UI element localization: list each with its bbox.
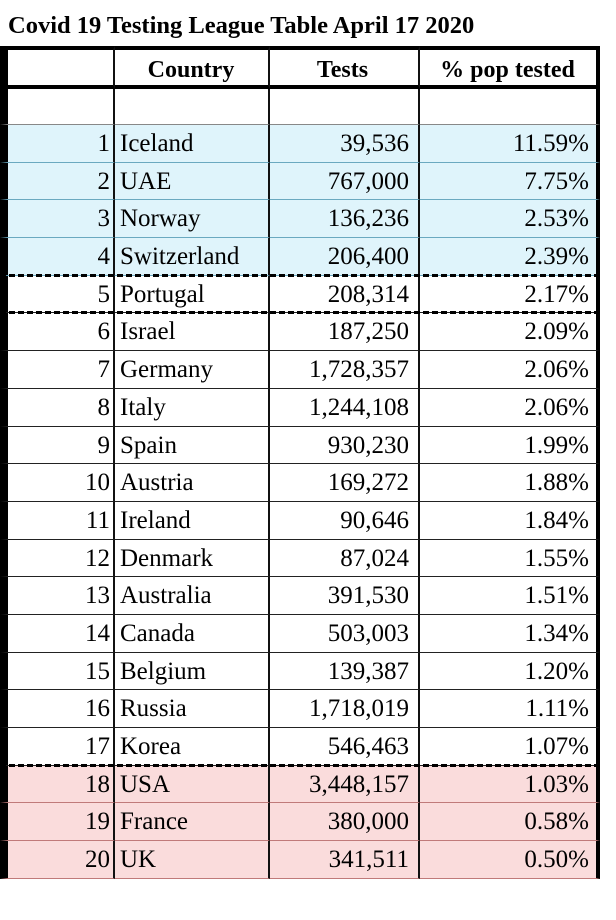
tests-cell: 341,511 xyxy=(270,841,420,879)
country-cell: Denmark xyxy=(115,540,270,578)
table-row xyxy=(0,351,600,389)
table-row xyxy=(0,464,600,502)
rank-cell: 11 xyxy=(0,502,115,540)
country-cell: Belgium xyxy=(115,653,270,691)
table-row xyxy=(0,502,600,540)
header-row xyxy=(0,46,600,89)
tests-cell: 139,387 xyxy=(270,653,420,691)
pct-cell: 1.20% xyxy=(420,653,600,691)
country-cell: Portugal xyxy=(115,276,270,314)
tests-cell: 90,646 xyxy=(270,502,420,540)
rank-cell: 16 xyxy=(0,690,115,728)
country-cell: Ireland xyxy=(115,502,270,540)
table-row xyxy=(0,276,600,314)
tier-divider-top-lower xyxy=(0,311,600,314)
table-row xyxy=(0,728,600,766)
rank-cell: 17 xyxy=(0,728,115,766)
tests-cell: 767,000 xyxy=(270,163,420,201)
country-cell: Russia xyxy=(115,690,270,728)
rank-cell: 5 xyxy=(0,276,115,314)
tests-cell: 1,728,357 xyxy=(270,351,420,389)
country-cell: Australia xyxy=(115,577,270,615)
tests-cell: 1,718,019 xyxy=(270,690,420,728)
table-row xyxy=(0,238,600,276)
pct-cell: 2.09% xyxy=(420,313,600,351)
country-cell: Spain xyxy=(115,427,270,465)
blank-cell xyxy=(115,89,270,125)
tests-cell: 39,536 xyxy=(270,125,420,163)
tier-divider-bottom xyxy=(0,764,600,767)
table-row xyxy=(0,653,600,691)
rank-cell: 15 xyxy=(0,653,115,691)
pct-cell: 7.75% xyxy=(420,163,600,201)
blank-cell xyxy=(420,89,600,125)
table-row xyxy=(0,200,600,238)
pct-cell: 1.34% xyxy=(420,615,600,653)
rank-cell: 7 xyxy=(0,351,115,389)
blank-cell xyxy=(0,89,115,125)
pct-cell: 1.84% xyxy=(420,502,600,540)
tests-cell: 87,024 xyxy=(270,540,420,578)
pct-cell: 2.39% xyxy=(420,238,600,276)
table-row xyxy=(0,690,600,728)
table-row xyxy=(0,766,600,804)
table-row xyxy=(0,125,600,163)
table-row xyxy=(0,841,600,879)
country-cell: UK xyxy=(115,841,270,879)
tests-cell: 208,314 xyxy=(270,276,420,314)
pct-cell: 0.58% xyxy=(420,803,600,841)
rank-cell: 14 xyxy=(0,615,115,653)
tests-cell: 380,000 xyxy=(270,803,420,841)
country-cell: Israel xyxy=(115,313,270,351)
country-cell: UAE xyxy=(115,163,270,201)
pct-cell: 1.03% xyxy=(420,766,600,804)
country-cell: Switzerland xyxy=(115,238,270,276)
header-rank xyxy=(0,46,115,89)
tests-cell: 930,230 xyxy=(270,427,420,465)
blank-row xyxy=(0,89,600,125)
tests-cell: 206,400 xyxy=(270,238,420,276)
header-country: Country xyxy=(115,46,270,89)
rank-cell: 20 xyxy=(0,841,115,879)
tests-cell: 169,272 xyxy=(270,464,420,502)
table-row xyxy=(0,313,600,351)
pct-cell: 1.51% xyxy=(420,577,600,615)
pct-cell: 1.88% xyxy=(420,464,600,502)
table-row xyxy=(0,577,600,615)
tests-cell: 503,003 xyxy=(270,615,420,653)
pct-cell: 2.53% xyxy=(420,200,600,238)
rank-cell: 18 xyxy=(0,766,115,804)
pct-cell: 2.17% xyxy=(420,276,600,314)
rank-cell: 12 xyxy=(0,540,115,578)
rank-cell: 1 xyxy=(0,125,115,163)
rank-cell: 9 xyxy=(0,427,115,465)
pct-cell: 1.55% xyxy=(420,540,600,578)
table-row xyxy=(0,615,600,653)
country-cell: Germany xyxy=(115,351,270,389)
tests-cell: 391,530 xyxy=(270,577,420,615)
table-row xyxy=(0,389,600,427)
tests-cell: 3,448,157 xyxy=(270,766,420,804)
tests-cell: 187,250 xyxy=(270,313,420,351)
pct-cell: 1.11% xyxy=(420,690,600,728)
country-cell: Iceland xyxy=(115,125,270,163)
table-row xyxy=(0,803,600,841)
pct-cell: 2.06% xyxy=(420,389,600,427)
league-table xyxy=(0,46,600,879)
country-cell: Korea xyxy=(115,728,270,766)
pct-cell: 11.59% xyxy=(420,125,600,163)
tests-cell: 1,244,108 xyxy=(270,389,420,427)
rank-cell: 8 xyxy=(0,389,115,427)
rank-cell: 19 xyxy=(0,803,115,841)
country-cell: Norway xyxy=(115,200,270,238)
rank-cell: 6 xyxy=(0,313,115,351)
blank-cell xyxy=(270,89,420,125)
country-cell: Austria xyxy=(115,464,270,502)
country-cell: Italy xyxy=(115,389,270,427)
pct-cell: 0.50% xyxy=(420,841,600,879)
pct-cell: 2.06% xyxy=(420,351,600,389)
pct-cell: 1.07% xyxy=(420,728,600,766)
header-tests: Tests xyxy=(270,46,420,89)
table-row xyxy=(0,540,600,578)
tier-divider-top xyxy=(0,274,600,277)
rank-cell: 3 xyxy=(0,200,115,238)
header-pct: % pop tested xyxy=(420,46,600,89)
country-cell: USA xyxy=(115,766,270,804)
country-cell: France xyxy=(115,803,270,841)
pct-cell: 1.99% xyxy=(420,427,600,465)
tests-cell: 546,463 xyxy=(270,728,420,766)
table-row xyxy=(0,163,600,201)
table-row xyxy=(0,427,600,465)
table-title: Covid 19 Testing League Table April 17 2020 xyxy=(8,12,475,39)
rank-cell: 13 xyxy=(0,577,115,615)
rank-cell: 4 xyxy=(0,238,115,276)
rank-cell: 10 xyxy=(0,464,115,502)
tests-cell: 136,236 xyxy=(270,200,420,238)
country-cell: Canada xyxy=(115,615,270,653)
rank-cell: 2 xyxy=(0,163,115,201)
